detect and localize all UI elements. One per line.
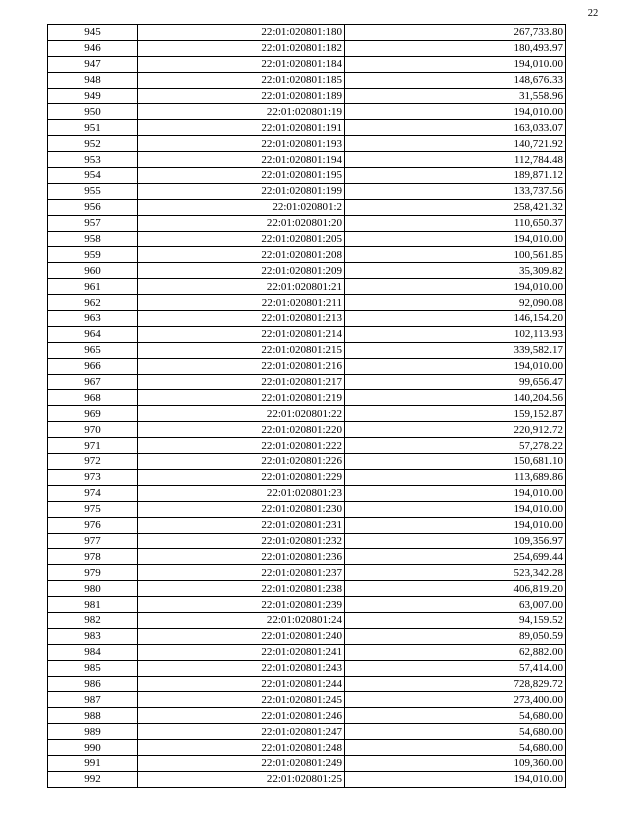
table-row: [48, 25, 566, 41]
row-number-cell: 983: [48, 628, 138, 644]
amount-cell: 92,090.08: [345, 295, 566, 311]
table-row: [48, 374, 566, 390]
cadastral-number-cell: 22:01:020801:248: [138, 740, 345, 756]
cadastral-number-cell: 22:01:020801:222: [138, 438, 345, 454]
cadastral-number-cell: 22:01:020801:199: [138, 183, 345, 199]
cadastral-number-cell: 22:01:020801:236: [138, 549, 345, 565]
cadastral-number-cell: 22:01:020801:180: [138, 25, 345, 41]
table-row: [48, 215, 566, 231]
row-number-cell: 985: [48, 660, 138, 676]
row-number-cell: 946: [48, 40, 138, 56]
row-number-cell: 986: [48, 676, 138, 692]
table-row: [48, 660, 566, 676]
cadastral-number-cell: 22:01:020801:217: [138, 374, 345, 390]
amount-cell: 112,784.48: [345, 152, 566, 168]
cadastral-number-cell: 22:01:020801:247: [138, 724, 345, 740]
table-row: [48, 326, 566, 342]
amount-cell: 63,007.00: [345, 597, 566, 613]
table-body: [48, 25, 566, 788]
table-row: [48, 390, 566, 406]
row-number-cell: 947: [48, 56, 138, 72]
row-number-cell: 952: [48, 136, 138, 152]
cadastral-number-cell: 22:01:020801:182: [138, 40, 345, 56]
table-row: [48, 469, 566, 485]
cadastral-number-cell: 22:01:020801:245: [138, 692, 345, 708]
amount-cell: 57,414.00: [345, 660, 566, 676]
cadastral-number-cell: 22:01:020801:25: [138, 771, 345, 787]
cadastral-number-cell: 22:01:020801:232: [138, 533, 345, 549]
amount-cell: 150,681.10: [345, 454, 566, 470]
amount-cell: 146,154.20: [345, 311, 566, 327]
amount-cell: 100,561.85: [345, 247, 566, 263]
cadastral-number-cell: 22:01:020801:249: [138, 755, 345, 771]
amount-cell: 133,737.56: [345, 183, 566, 199]
table-row: [48, 263, 566, 279]
table-row: [48, 708, 566, 724]
row-number-cell: 977: [48, 533, 138, 549]
row-number-cell: 990: [48, 740, 138, 756]
cadastral-number-cell: 22:01:020801:230: [138, 501, 345, 517]
table-row: [48, 581, 566, 597]
cadastral-number-cell: 22:01:020801:219: [138, 390, 345, 406]
cadastral-number-cell: 22:01:020801:194: [138, 152, 345, 168]
row-number-cell: 961: [48, 279, 138, 295]
row-number-cell: 953: [48, 152, 138, 168]
row-number-cell: 967: [48, 374, 138, 390]
table-row: [48, 40, 566, 56]
table-row: [48, 612, 566, 628]
amount-cell: 194,010.00: [345, 231, 566, 247]
amount-cell: 220,912.72: [345, 422, 566, 438]
amount-cell: 54,680.00: [345, 740, 566, 756]
amount-cell: 148,676.33: [345, 72, 566, 88]
cadastral-number-cell: 22:01:020801:185: [138, 72, 345, 88]
cadastral-number-cell: 22:01:020801:208: [138, 247, 345, 263]
row-number-cell: 956: [48, 199, 138, 215]
cadastral-number-cell: 22:01:020801:2: [138, 199, 345, 215]
amount-cell: 194,010.00: [345, 485, 566, 501]
amount-cell: 194,010.00: [345, 771, 566, 787]
table-row: [48, 644, 566, 660]
amount-cell: 258,421.32: [345, 199, 566, 215]
cadastral-number-cell: 22:01:020801:231: [138, 517, 345, 533]
cadastral-number-cell: 22:01:020801:189: [138, 88, 345, 104]
amount-cell: 109,356.97: [345, 533, 566, 549]
cadastral-number-cell: 22:01:020801:239: [138, 597, 345, 613]
table-row: [48, 533, 566, 549]
amount-cell: 194,010.00: [345, 279, 566, 295]
amount-cell: 194,010.00: [345, 104, 566, 120]
row-number-cell: 971: [48, 438, 138, 454]
amount-cell: 94,159.52: [345, 612, 566, 628]
cadastral-number-cell: 22:01:020801:213: [138, 311, 345, 327]
table-row: [48, 485, 566, 501]
row-number-cell: 988: [48, 708, 138, 724]
table-row: [48, 692, 566, 708]
cadastral-number-cell: 22:01:020801:243: [138, 660, 345, 676]
table-row: [48, 247, 566, 263]
cadastral-number-cell: 22:01:020801:214: [138, 326, 345, 342]
amount-cell: 189,871.12: [345, 168, 566, 184]
amount-cell: 54,680.00: [345, 724, 566, 740]
cadastral-number-cell: 22:01:020801:195: [138, 168, 345, 184]
amount-cell: 57,278.22: [345, 438, 566, 454]
cadastral-number-cell: 22:01:020801:216: [138, 358, 345, 374]
table-row: [48, 152, 566, 168]
table-row: [48, 438, 566, 454]
row-number-cell: 959: [48, 247, 138, 263]
row-number-cell: 987: [48, 692, 138, 708]
amount-cell: 109,360.00: [345, 755, 566, 771]
amount-cell: 110,650.37: [345, 215, 566, 231]
cadastral-number-cell: 22:01:020801:24: [138, 612, 345, 628]
amount-cell: 523,342.28: [345, 565, 566, 581]
amount-cell: 89,050.59: [345, 628, 566, 644]
table-row: [48, 342, 566, 358]
cadastral-number-cell: 22:01:020801:246: [138, 708, 345, 724]
amount-cell: 54,680.00: [345, 708, 566, 724]
row-number-cell: 954: [48, 168, 138, 184]
table-row: [48, 295, 566, 311]
row-number-cell: 975: [48, 501, 138, 517]
row-number-cell: 974: [48, 485, 138, 501]
row-number-cell: 955: [48, 183, 138, 199]
table-row: [48, 311, 566, 327]
amount-cell: 140,721.92: [345, 136, 566, 152]
amount-cell: 99,656.47: [345, 374, 566, 390]
table-row: [48, 597, 566, 613]
row-number-cell: 966: [48, 358, 138, 374]
row-number-cell: 970: [48, 422, 138, 438]
row-number-cell: 960: [48, 263, 138, 279]
amount-cell: 31,558.96: [345, 88, 566, 104]
amount-cell: 159,152.87: [345, 406, 566, 422]
table-row: [48, 517, 566, 533]
row-number-cell: 950: [48, 104, 138, 120]
table-row: [48, 755, 566, 771]
row-number-cell: 968: [48, 390, 138, 406]
row-number-cell: 945: [48, 25, 138, 41]
table-row: [48, 771, 566, 787]
table-row: [48, 168, 566, 184]
amount-cell: 267,733.80: [345, 25, 566, 41]
row-number-cell: 969: [48, 406, 138, 422]
cadastral-number-cell: 22:01:020801:229: [138, 469, 345, 485]
cadastral-number-cell: 22:01:020801:209: [138, 263, 345, 279]
row-number-cell: 991: [48, 755, 138, 771]
row-number-cell: 980: [48, 581, 138, 597]
row-number-cell: 951: [48, 120, 138, 136]
cadastral-number-cell: 22:01:020801:240: [138, 628, 345, 644]
amount-cell: 194,010.00: [345, 358, 566, 374]
table-row: [48, 406, 566, 422]
table-row: [48, 565, 566, 581]
row-number-cell: 958: [48, 231, 138, 247]
row-number-cell: 973: [48, 469, 138, 485]
table-row: [48, 56, 566, 72]
table-row: [48, 422, 566, 438]
table-row: [48, 231, 566, 247]
cadastral-number-cell: 22:01:020801:220: [138, 422, 345, 438]
amount-cell: 194,010.00: [345, 501, 566, 517]
cadastral-number-cell: 22:01:020801:237: [138, 565, 345, 581]
data-table: [47, 24, 566, 788]
row-number-cell: 957: [48, 215, 138, 231]
table-row: [48, 358, 566, 374]
table-row: [48, 676, 566, 692]
table-row: [48, 88, 566, 104]
row-number-cell: 963: [48, 311, 138, 327]
row-number-cell: 984: [48, 644, 138, 660]
row-number-cell: 964: [48, 326, 138, 342]
row-number-cell: 978: [48, 549, 138, 565]
amount-cell: 62,882.00: [345, 644, 566, 660]
cadastral-number-cell: 22:01:020801:226: [138, 454, 345, 470]
row-number-cell: 972: [48, 454, 138, 470]
amount-cell: 194,010.00: [345, 56, 566, 72]
cadastral-number-cell: 22:01:020801:191: [138, 120, 345, 136]
amount-cell: 113,689.86: [345, 469, 566, 485]
amount-cell: 194,010.00: [345, 517, 566, 533]
row-number-cell: 965: [48, 342, 138, 358]
amount-cell: 273,400.00: [345, 692, 566, 708]
cadastral-number-cell: 22:01:020801:205: [138, 231, 345, 247]
table-row: [48, 72, 566, 88]
table-row: [48, 740, 566, 756]
table-row: [48, 454, 566, 470]
cadastral-number-cell: 22:01:020801:193: [138, 136, 345, 152]
cadastral-number-cell: 22:01:020801:20: [138, 215, 345, 231]
table-row: [48, 120, 566, 136]
table-row: [48, 724, 566, 740]
table-row: [48, 279, 566, 295]
table-row: [48, 628, 566, 644]
row-number-cell: 962: [48, 295, 138, 311]
cadastral-number-cell: 22:01:020801:244: [138, 676, 345, 692]
table-row: [48, 501, 566, 517]
amount-cell: 140,204.56: [345, 390, 566, 406]
amount-cell: 180,493.97: [345, 40, 566, 56]
cadastral-number-cell: 22:01:020801:22: [138, 406, 345, 422]
cadastral-number-cell: 22:01:020801:215: [138, 342, 345, 358]
table-row: [48, 183, 566, 199]
cadastral-number-cell: 22:01:020801:184: [138, 56, 345, 72]
amount-cell: 728,829.72: [345, 676, 566, 692]
cadastral-number-cell: 22:01:020801:23: [138, 485, 345, 501]
cadastral-number-cell: 22:01:020801:19: [138, 104, 345, 120]
cadastral-number-cell: 22:01:020801:238: [138, 581, 345, 597]
row-number-cell: 976: [48, 517, 138, 533]
page-number: 22: [587, 8, 599, 19]
amount-cell: 35,309.82: [345, 263, 566, 279]
row-number-cell: 992: [48, 771, 138, 787]
row-number-cell: 982: [48, 612, 138, 628]
cadastral-number-cell: 22:01:020801:241: [138, 644, 345, 660]
row-number-cell: 949: [48, 88, 138, 104]
row-number-cell: 979: [48, 565, 138, 581]
cadastral-number-cell: 22:01:020801:21: [138, 279, 345, 295]
table-row: [48, 199, 566, 215]
amount-cell: 339,582.17: [345, 342, 566, 358]
cadastral-number-cell: 22:01:020801:211: [138, 295, 345, 311]
amount-cell: 254,699.44: [345, 549, 566, 565]
amount-cell: 102,113.93: [345, 326, 566, 342]
row-number-cell: 981: [48, 597, 138, 613]
table-row: [48, 104, 566, 120]
table-row: [48, 136, 566, 152]
amount-cell: 163,033.07: [345, 120, 566, 136]
row-number-cell: 989: [48, 724, 138, 740]
row-number-cell: 948: [48, 72, 138, 88]
table-row: [48, 549, 566, 565]
amount-cell: 406,819.20: [345, 581, 566, 597]
